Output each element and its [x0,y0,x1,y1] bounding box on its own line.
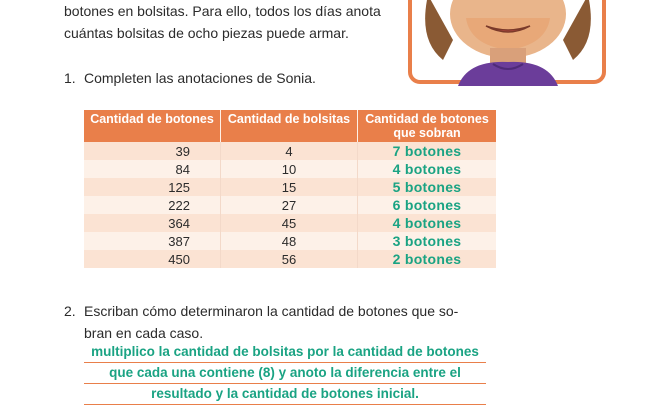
cell-bolsitas: 48 [221,232,358,250]
answer-line-2: que cada una contiene (8) y anoto la diferencia entre el [84,363,486,384]
header-cantidad-botones: Cantidad de botones [84,110,221,142]
table-row [84,250,496,268]
cell-sobran: 4 botones [358,214,497,232]
intro-paragraph [64,0,404,44]
cell-bolsitas: 15 [221,178,358,196]
question-2 [64,300,504,344]
cell-botones: 84 [84,160,221,178]
girl-illustration [408,0,608,86]
cell-sobran: 5 botones [358,178,497,196]
question-1-number: 1. [64,70,76,86]
cell-sobran: 2 botones [358,250,497,268]
cell-sobran: 7 botones [358,142,497,160]
table-row [84,196,496,214]
intro-line-1: botones en bolsitas. Para ello, todos los días anota [64,3,381,19]
cell-sobran: 4 botones [358,160,497,178]
table-row [84,178,496,196]
cell-botones: 222 [84,196,221,214]
cell-sobran: 6 botones [358,196,497,214]
question-2-number: 2. [64,303,76,319]
table-row [84,142,496,160]
buttons-table [84,110,496,268]
cell-botones: 364 [84,214,221,232]
question-1-text: Completen las anotaciones de Sonia. [84,70,316,86]
cell-botones: 387 [84,232,221,250]
cell-bolsitas: 10 [221,160,358,178]
question-1 [64,68,316,88]
question-2-line-2: bran en cada caso. [84,325,204,341]
cell-bolsitas: 45 [221,214,358,232]
handwritten-answer [84,342,486,405]
question-2-line-1: Escriban cómo determinaron la cantidad de botones que so- [84,303,459,319]
answer-line-3: resultado y la cantidad de botones inicial. [84,384,486,405]
table-row [84,232,496,250]
answer-line-1: multiplico la cantidad de bolsitas por la cantidad de botones [84,342,486,363]
cell-bolsitas: 56 [221,250,358,268]
table-row [84,214,496,232]
cell-botones: 39 [84,142,221,160]
table-row [84,160,496,178]
header-cantidad-bolsitas: Cantidad de bolsitas [221,110,358,142]
cell-sobran: 3 botones [358,232,497,250]
cell-botones: 125 [84,178,221,196]
intro-line-2: cuántas bolsitas de ocho piezas puede armar. [64,25,349,41]
cell-bolsitas: 4 [221,142,358,160]
cell-botones: 450 [84,250,221,268]
cell-bolsitas: 27 [221,196,358,214]
header-botones-que-sobran: Cantidad de botones que sobran [358,110,497,142]
